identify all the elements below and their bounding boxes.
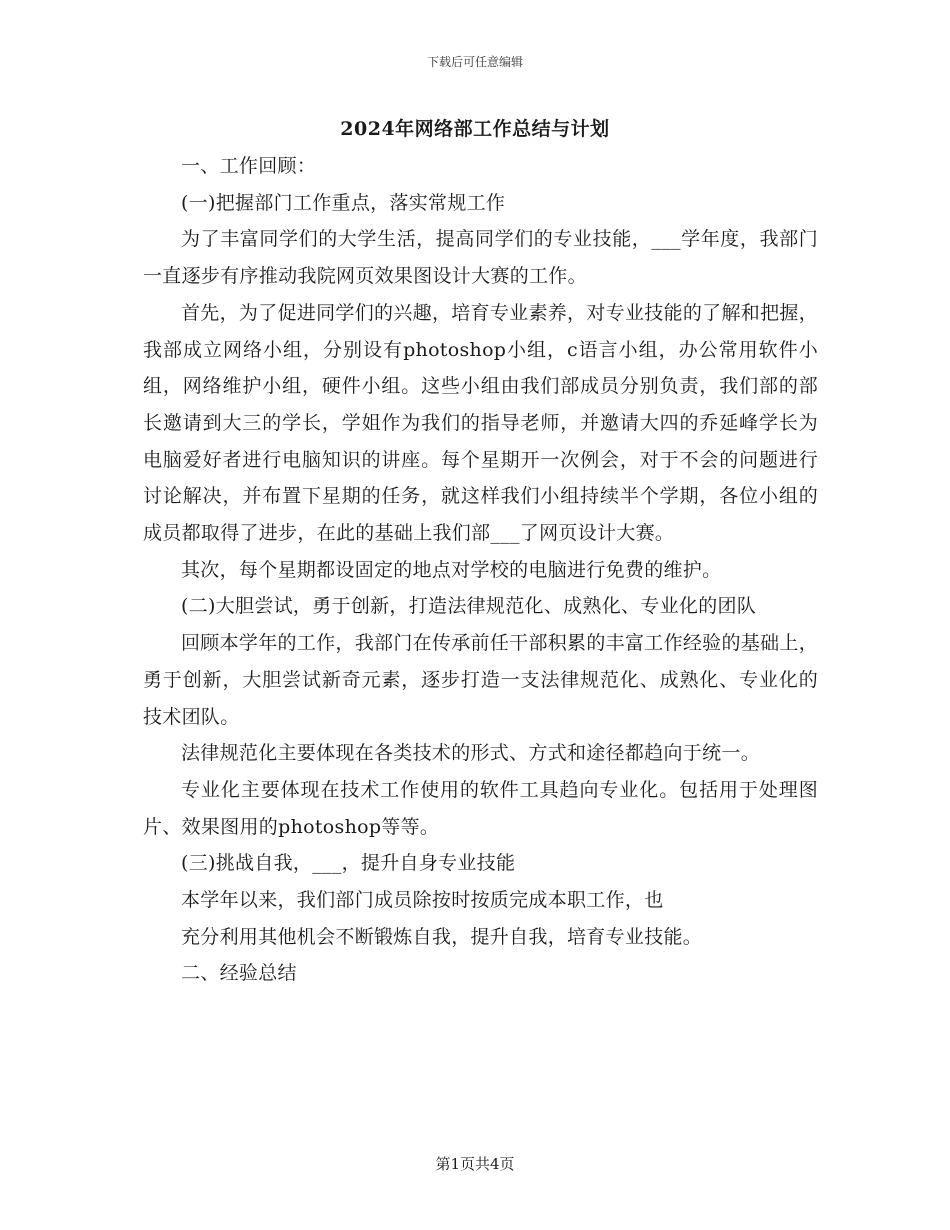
document-title: 2024年网络部工作总结与计划 bbox=[340, 118, 610, 140]
paragraph-members-1: 本学年以来，我们部门成员除按时按质完成本职工作，也 bbox=[181, 889, 664, 912]
subsection-heading-3: (三)挑战自我，___，提升自身专业技能 bbox=[181, 852, 516, 875]
section-heading-summary: 二、经验总结 bbox=[181, 962, 297, 985]
paragraph-specialization: 专业化主要体现在技术工作使用的软件工具趋向专业化。包括用于处理图片、效果图用的photoshop等等。 bbox=[143, 778, 818, 838]
page-header-note: 下载后可任意编辑 bbox=[426, 55, 523, 69]
document-body bbox=[143, 148, 818, 992]
section-heading-review: 一、工作回顾： bbox=[181, 155, 317, 177]
paragraph-review-year: 回顾本学年的工作，我部门在传承前任干部积累的丰富工作经验的基础上，勇于创新，大胆尝试新奇元素，逐步打造一支法律规范化、成熟化、专业化的技术团队。 bbox=[143, 632, 818, 728]
paragraph-members-2: 充分利用其他机会不断锻炼自我，提升自我，培育专业技能。 bbox=[181, 925, 703, 948]
subsection-heading-2: (二)大胆尝试，勇于创新，打造法律规范化、成熟化、专业化的团队 bbox=[181, 595, 757, 618]
subsection-heading-1: (一)把握部门工作重点，落实常规工作 bbox=[181, 191, 506, 214]
paragraph-first: 首先，为了促进同学们的兴趣，培育专业素养，对专业技能的了解和把握，我部成立网络小组，分别设有photoshop小组，c语言小组，办公常用软件小组，网络维护小组，硬件小组。这些小组由我们部成员分别负责，我们部的部长邀请到大三的学长，学姐作为我们的指导老师，并邀请大四的乔延峰学长为电脑爱好者进行电脑知识的讲座。每个星期开一次例会，对于不会的问题进行讨论解决，并布置下星期的任务，就这样我们小组持续半个学期，各位小组的成员都取得了进步，在此的基础上我们部___了网页设计大赛。 bbox=[143, 301, 818, 545]
page-number: 第1页共4页 bbox=[435, 1155, 515, 1173]
paragraph-standardization: 法律规范化主要体现在各类技术的形式、方式和途径都趋向于统一。 bbox=[181, 742, 761, 765]
paragraph-intro: 为了丰富同学们的大学生活，提高同学们的专业技能，___学年度，我部门一直逐步有序推动我院网页效果图设计大赛的工作。 bbox=[143, 228, 818, 288]
paragraph-second: 其次，每个星期都设固定的地点对学校的电脑进行免费的维护。 bbox=[181, 558, 722, 581]
